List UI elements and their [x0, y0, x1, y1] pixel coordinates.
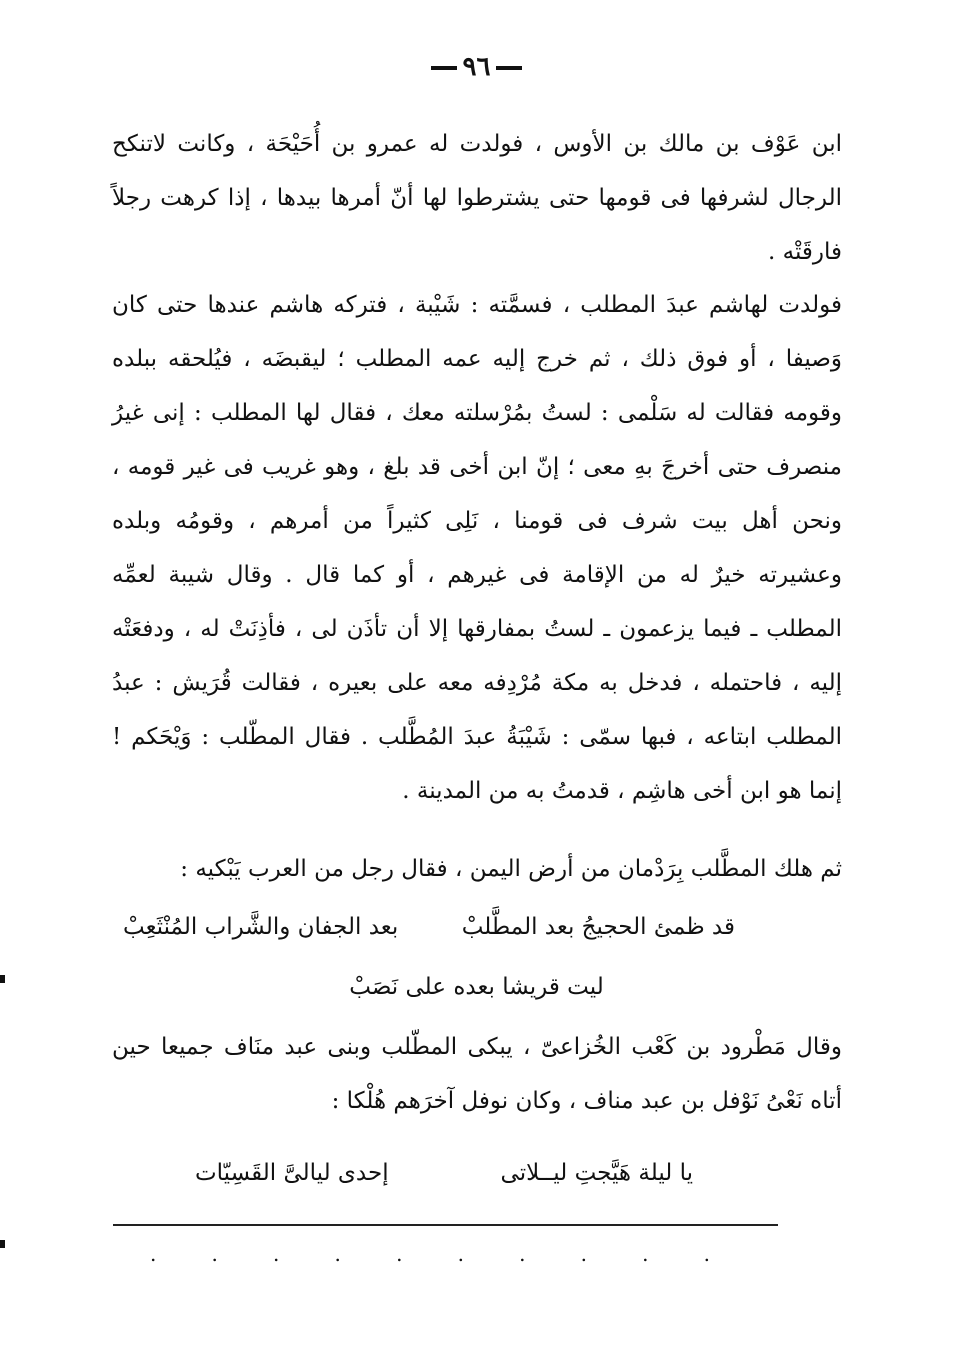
footer-dot: .: [580, 1242, 587, 1266]
footer-dot: .: [273, 1242, 280, 1266]
page-number: [0, 52, 953, 82]
scan-edge-mark: [0, 975, 5, 983]
verse-2: ليت قريشا بعده على نَصَبْ: [349, 974, 604, 1000]
paragraph-2: فولدت لهاشم عبدَ المطلب ، فسمَّته : شَيْبة ، فتركه هاشم عندها حتى كان وَصيفا ، أو فوق ذلك ، ثم خرج إليه عمه المطلب ؛ ليقبضَه ، فيُلحقه ببلده وقومه فقالت له سَلْمى : لستُ بمُرْسلته معك ، فقال لها المطلب : إنى غيرُ منصرف حتى أخرجَ بهِ معى ؛ إنّ ابن أخى قد بلغ ، وهو غريب فى غير قومه ، ونحن أهل بيت شرف فى قومنا ، نَلِى كثيراً من أمرهم ، وقومُه وبلده وعشيرته خيرٌ له من الإقامة فى غيرهم ، أو كما قال . وقال شيبة لعمِّه المطلب ـ فيما يزعمون ـ لستُ بمفارقها إلا أن تأذَن لى ، فأذِنَتْ له ، ودفعَتْه إليه ، فاحتمله ، فدخل به مكة مُرْدِفه معه على بعيره ، فقالت قُرَيش : عبدُ المطلب ابتاعه ، فبها سمّى : شَيْبَةُ عبدَ المُطَّلب . فقال المطّلب : وَيْحَكم ! إنما هو ابن أخى هاشِم ، قدمتُ به من المدينة .: [112, 292, 842, 804]
paragraph-3: ثم هلك المطَّلب بِرَدْمان من أرض اليمن ، فقال رجل من العرب يَبْكيه :: [180, 856, 842, 882]
footer-dot: .: [457, 1242, 464, 1266]
footer-rule: [113, 1224, 778, 1226]
footer-dot: .: [396, 1242, 403, 1266]
footer-dot: .: [150, 1242, 157, 1266]
verse-1-first-hemistich: قد ظمئ الحجيجُ بعد المطَّلبْ: [461, 914, 735, 940]
paragraph-1: ابن عَوْف بن مالك بن الأوس ، فولدت له عمرو بن أُحَيْحَة ، وكانت لاتنكح الرجال لشرفها فى قومها حتى يشترطوا لها أنّ أمرها بيدها ، إذا كرهت رجلاً فارقَتْه .: [112, 131, 842, 265]
footer-dot: .: [519, 1242, 526, 1266]
footer-dot: .: [703, 1242, 710, 1266]
scan-edge-mark: [0, 1240, 5, 1248]
footer-dots: [150, 1242, 710, 1266]
dash-left: [431, 66, 457, 70]
dash-right: [496, 66, 522, 70]
footer-dot: .: [642, 1242, 649, 1266]
verse-1-second-hemistich: بعد الجفان والشَّراب المُنْثَعِبْ: [123, 914, 399, 940]
verse-3-first-hemistich: يا ليلة هَيَّجتِ ليــلاتى: [500, 1160, 693, 1186]
verse-3-second-hemistich: إحدى ليالىَّ القَسِيّات: [195, 1160, 389, 1186]
footer-dot: .: [334, 1242, 341, 1266]
page-number-text: ٩٦: [462, 52, 491, 82]
paragraph-4: وقال مَطْرود بن كَعْب الخُزاعىّ ، يبكى المطّلب وبنى عبد منَاف جميعا حين أتاه نَعْىُ نَوْفل بن عبد مناف ، وكان نوفل آخرَهم هُلْكا :: [112, 1034, 842, 1114]
footer-dot: .: [211, 1242, 218, 1266]
